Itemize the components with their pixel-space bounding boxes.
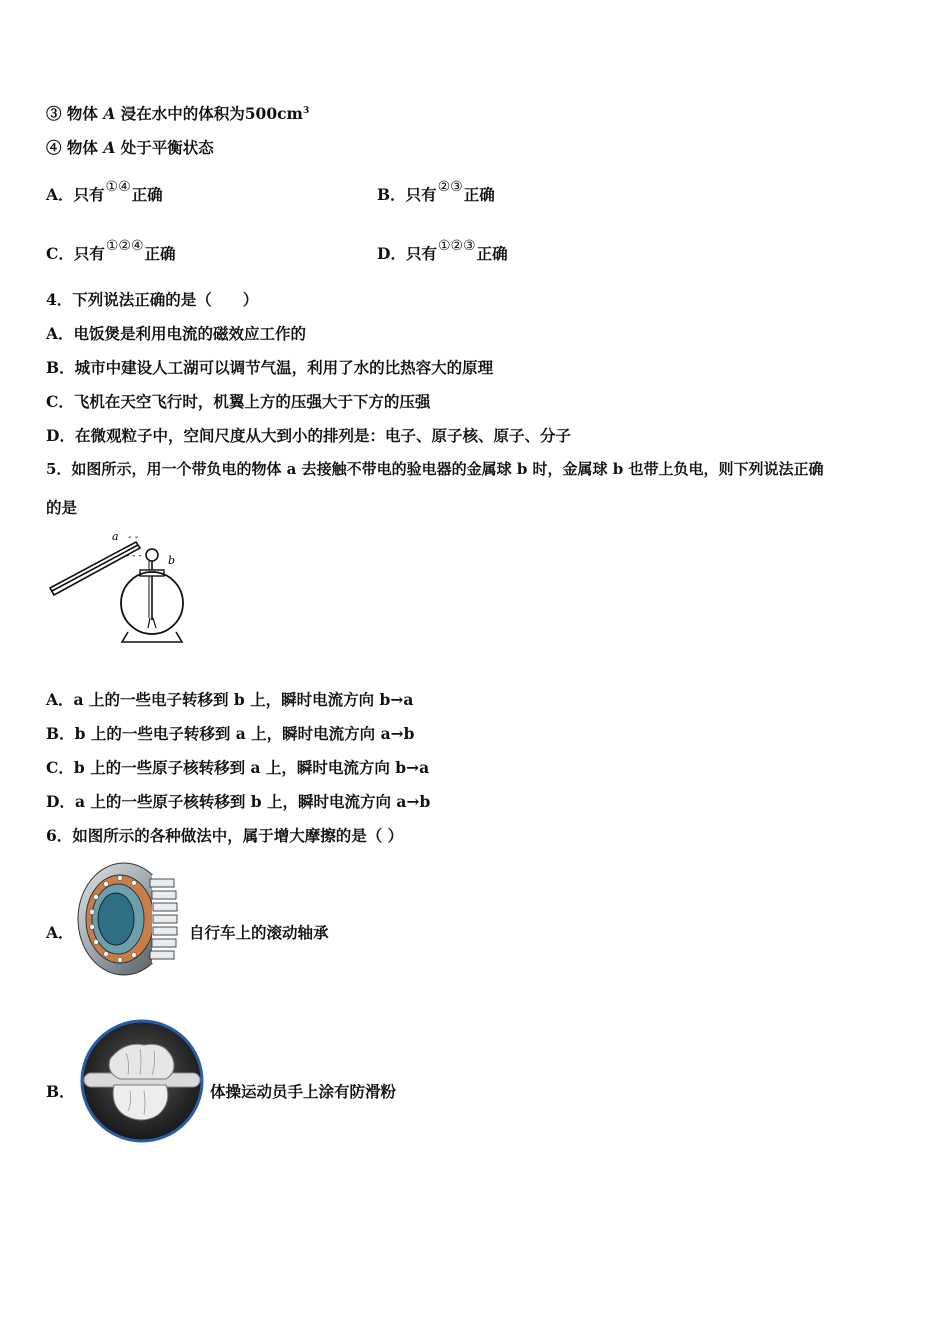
q3-option-d	[377, 238, 508, 264]
q3-stmt3-sup: 3	[302, 105, 310, 116]
metal-ball-b	[146, 549, 158, 561]
q3-statement-4	[46, 136, 214, 158]
q4-option-c: C．飞机在天空飞行时，机翼上方的压强大于下方的压强	[46, 392, 431, 411]
q3-statement-3	[46, 102, 309, 124]
q3-option-a	[46, 179, 163, 205]
foil-leaf-left	[148, 618, 150, 628]
q6-option-a-text: 自行车上的滚动轴承	[189, 923, 329, 942]
charge-signs: - -	[128, 532, 139, 543]
q5-option-d: D．a 上的一些原子核转移到 b 上，瞬时电流方向 a→b	[46, 792, 431, 811]
q5-option-b: B．b 上的一些电子转移到 a 上，瞬时电流方向 a→b	[46, 724, 415, 743]
q3-stmt3-var: A	[103, 104, 116, 123]
fig-label-b: b	[168, 554, 176, 567]
q4-option-a: A．电饭煲是利用电流的磁效应工作的	[46, 324, 307, 343]
q3-stmt4-var: A	[103, 138, 116, 157]
q6-option-b-text: 体操运动员手上涂有防滑粉	[210, 1082, 397, 1101]
electroscope-figure	[44, 528, 224, 648]
q3-stmt3-rest: 浸在水中的体积为	[120, 104, 245, 123]
q6-stem: 6．如图所示的各种做法中，属于增大摩擦的是（ ）	[46, 826, 404, 845]
charge-signs-2: - - -	[126, 551, 142, 561]
q4-stem: 4．下列说法正确的是（ ）	[46, 290, 259, 309]
q5-option-a: A．a 上的一些电子转移到 b 上，瞬时电流方向 b→a	[46, 690, 414, 709]
q3-stmt4-rest: 处于平衡状态	[120, 138, 214, 157]
q3-stmt4-prefix: ④ 物体	[46, 138, 98, 157]
q5-stem-line2: 的是	[46, 498, 78, 517]
q5-stem-line1: 5．如图所示，用一个带负电的物体 a 去接触不带电的验电器的金属球 b 时，金属球 b 也带上负电，则下列说法正确	[46, 460, 824, 478]
q3-option-a-label: A．只有	[46, 185, 105, 204]
q6-option-a-label: A．	[46, 923, 74, 942]
q3-option-b	[377, 179, 495, 205]
gymnast-hands-image	[80, 1019, 204, 1143]
q4-option-d: D．在微观粒子中，空间尺度从大到小的排列是：电子、原子核、原子、分子	[46, 426, 571, 445]
q3-option-b-suffix: 正确	[463, 185, 495, 204]
q6-option-b-label: B．	[46, 1082, 75, 1101]
q3-option-d-circles: ①②③	[437, 238, 476, 254]
q4-option-b: B．城市中建设人工湖可以调节气温，利用了水的比热容大的原理	[46, 358, 494, 377]
roller-bearing-image	[74, 857, 184, 981]
q3-stmt3-value: 500cm	[244, 104, 303, 123]
q3-option-c-suffix: 正确	[144, 244, 176, 263]
q3-option-b-label: B．只有	[377, 185, 437, 204]
q3-stmt3-prefix: ③ 物体	[46, 104, 98, 123]
charged-rod-a	[50, 542, 140, 595]
q5-option-c: C．b 上的一些原子核转移到 a 上，瞬时电流方向 b→a	[46, 758, 430, 777]
q3-option-d-label: D．只有	[377, 244, 437, 263]
q3-option-d-suffix: 正确	[476, 244, 508, 263]
q3-option-c-label: C．只有	[46, 244, 105, 263]
q3-option-a-suffix: 正确	[131, 185, 163, 204]
foil-leaf-right	[153, 618, 156, 628]
q3-option-c-circles: ①②④	[105, 238, 144, 254]
q3-option-b-circles: ②③	[437, 179, 463, 195]
q3-option-c	[46, 238, 176, 264]
fig-label-a: a	[112, 530, 119, 543]
q3-option-a-circles: ①④	[105, 179, 131, 195]
